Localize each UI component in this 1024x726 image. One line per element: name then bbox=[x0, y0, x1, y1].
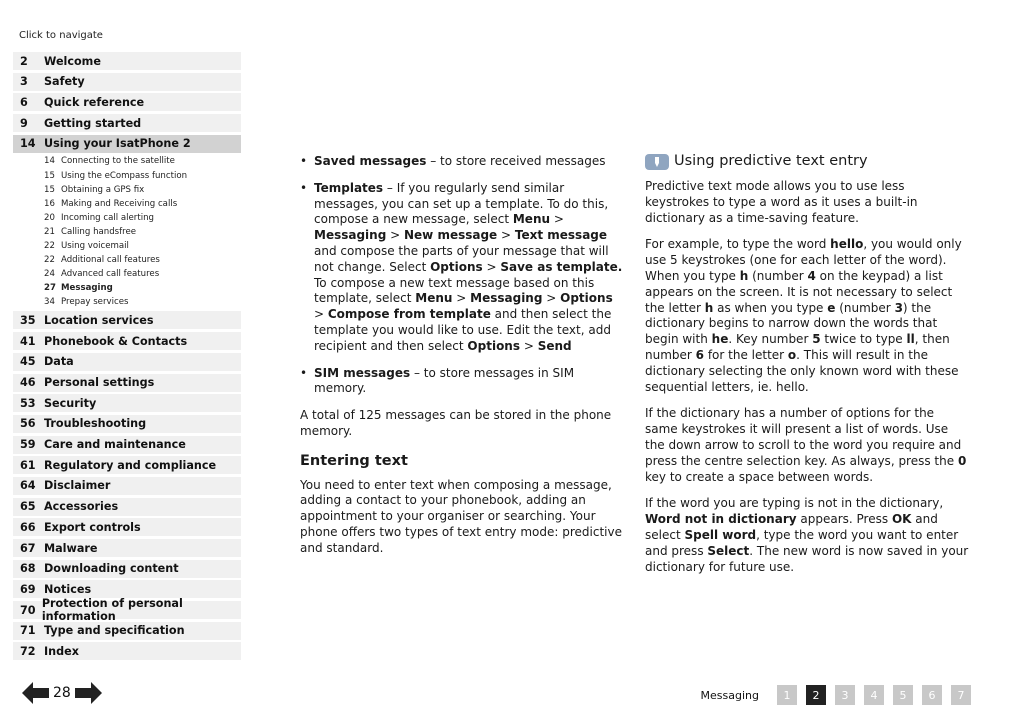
toc-item-safety[interactable] bbox=[13, 73, 241, 91]
term-templates: Templates bbox=[314, 180, 384, 195]
text: (number bbox=[748, 268, 808, 283]
tip-icon bbox=[645, 154, 669, 170]
toc-page-number: 71 bbox=[20, 624, 36, 638]
toc-item-using-your-isatphone[interactable] bbox=[13, 135, 241, 153]
key-term: e bbox=[827, 300, 836, 315]
predictive-text-heading bbox=[645, 154, 970, 170]
toc-label: Export controls bbox=[44, 520, 141, 534]
toc-page-number: 22 bbox=[44, 255, 55, 266]
chapter-page-5[interactable]: 5 bbox=[893, 685, 913, 705]
toc-page-number: 56 bbox=[20, 417, 36, 431]
separator: > bbox=[520, 338, 538, 353]
toc-label: Safety bbox=[44, 75, 85, 89]
chapter-page-7[interactable]: 7 bbox=[951, 685, 971, 705]
separator: > bbox=[497, 228, 515, 243]
key-term: Word not in dictionary bbox=[645, 512, 797, 527]
text: and then select the template you would like to use. Edit the text, add recipient and then select bbox=[314, 307, 612, 353]
text: . This will result in the dictionary selecting the only known word with these sequential letters, ie. hello. bbox=[645, 347, 959, 394]
toc-page-number: 14 bbox=[44, 156, 55, 167]
toc-label: Type and specification bbox=[44, 624, 185, 638]
toc-subitem-advanced-call-features[interactable] bbox=[13, 267, 241, 281]
toc-page-number: 9 bbox=[20, 116, 28, 130]
predictive-intro-paragraph: Predictive text mode allows you to use less keystrokes to type a word as it uses a built-in dictionary as a time-saving feature. bbox=[645, 179, 918, 225]
toc-item-data[interactable] bbox=[13, 353, 241, 371]
toc-label: Welcome bbox=[44, 54, 101, 68]
toc-label: Quick reference bbox=[44, 95, 145, 109]
toc-page-number: 15 bbox=[44, 184, 55, 195]
toc-item-disclaimer[interactable] bbox=[13, 477, 241, 495]
toc-item-care[interactable] bbox=[13, 436, 241, 454]
nav-caption: Click to navigate bbox=[19, 30, 103, 41]
toc-page-number: 65 bbox=[20, 500, 36, 514]
toc-subitem-messaging[interactable] bbox=[13, 281, 241, 295]
toc-page-number: 64 bbox=[20, 479, 36, 493]
page-number: 28 bbox=[53, 685, 71, 701]
toc-page-number: 46 bbox=[20, 376, 36, 390]
toc-item-phonebook[interactable] bbox=[13, 332, 241, 350]
key-term: Spell word bbox=[684, 527, 757, 542]
toc-page-number: 16 bbox=[44, 198, 55, 209]
text: – to store messages in SIM memory. bbox=[314, 365, 575, 396]
text: as when you type bbox=[713, 300, 828, 315]
text: appears. Press bbox=[796, 512, 892, 527]
chapter-page-2[interactable]: 2 bbox=[806, 685, 826, 705]
toc-label: Location services bbox=[44, 313, 154, 327]
menu-path-send: Send bbox=[537, 338, 572, 353]
page-pager bbox=[22, 682, 102, 704]
toc-label: Obtaining a GPS fix bbox=[61, 184, 145, 195]
toc-label: Incoming call alerting bbox=[61, 212, 154, 223]
content-column-right bbox=[645, 154, 970, 586]
toc-page-number: 72 bbox=[20, 644, 36, 658]
toc-subitem-ecompass[interactable] bbox=[13, 169, 241, 183]
chapter-page-4[interactable]: 4 bbox=[864, 685, 884, 705]
menu-path-new-message: New message bbox=[404, 228, 498, 243]
text: If the word you are typing is not in the dictionary, bbox=[645, 496, 944, 511]
menu-path-compose-from-template: Compose from template bbox=[327, 307, 491, 322]
toc-label: Calling handsfree bbox=[61, 226, 137, 237]
toc-label: Troubleshooting bbox=[44, 417, 147, 431]
menu-path-text-message: Text message bbox=[514, 228, 608, 243]
toc-item-troubleshooting[interactable] bbox=[13, 415, 241, 433]
toc-label: Using voicemail bbox=[61, 241, 129, 252]
chapter-page-3[interactable]: 3 bbox=[835, 685, 855, 705]
toc-item-personal-settings[interactable] bbox=[13, 374, 241, 392]
toc-item-type-spec[interactable] bbox=[13, 622, 241, 640]
toc-item-getting-started[interactable] bbox=[13, 114, 241, 132]
toc-subitem-handsfree[interactable] bbox=[13, 225, 241, 239]
text: ) the dictionary begins to narrow down the words that begin with bbox=[645, 300, 938, 347]
chapter-label: Messaging bbox=[700, 688, 759, 702]
text: – If you regularly send similar messages, you can set up a template. To do this, compose a new message, select bbox=[314, 180, 609, 227]
toc-page-number: 35 bbox=[20, 313, 36, 327]
chapter-page-1[interactable]: 1 bbox=[777, 685, 797, 705]
chapter-page-6[interactable]: 6 bbox=[922, 685, 942, 705]
menu-path-menu: Menu bbox=[512, 212, 551, 227]
toc-item-export-controls[interactable] bbox=[13, 518, 241, 536]
toc-subitem-call-alerting[interactable] bbox=[13, 211, 241, 225]
toc-subsection-list bbox=[13, 154, 241, 309]
menu-path-save-as-template: Save as template. bbox=[500, 259, 623, 274]
toc-label: Security bbox=[44, 396, 97, 410]
text: . Key number bbox=[728, 332, 813, 347]
toc-page-number: 22 bbox=[44, 241, 55, 252]
toc-page-number: 70 bbox=[20, 603, 36, 617]
text: If the dictionary has a number of options for the same keystrokes it will present a list of words. Use the down arrow to scroll to the word you require and press the centre selection key. As always, press the bbox=[645, 406, 962, 468]
toc-label: Advanced call features bbox=[61, 269, 160, 280]
key-term: he bbox=[711, 332, 729, 347]
arrow-right-icon[interactable] bbox=[75, 682, 102, 704]
toc-item-location-services[interactable] bbox=[13, 311, 241, 329]
toc-item-quick-reference[interactable] bbox=[13, 93, 241, 111]
toc-page-number: 67 bbox=[20, 541, 36, 555]
toc-label: Protection of personal information bbox=[41, 597, 183, 624]
dictionary-options-paragraph bbox=[645, 406, 970, 485]
menu-path-options: Options bbox=[467, 338, 520, 353]
chapter-page-nav bbox=[701, 685, 971, 705]
separator: > bbox=[452, 291, 471, 306]
toc-item-protection[interactable] bbox=[13, 597, 241, 624]
bullet-sim-messages bbox=[300, 366, 625, 398]
bullet-saved-messages bbox=[300, 154, 625, 170]
term-saved-messages: Saved messages bbox=[314, 154, 427, 168]
text: (number bbox=[835, 300, 895, 315]
toc-page-number: 45 bbox=[20, 355, 36, 369]
toc-label: Phonebook & Contacts bbox=[44, 334, 188, 348]
toc-page-number: 53 bbox=[20, 396, 36, 410]
key-term: 6 bbox=[695, 347, 705, 362]
heading-text: Using predictive text entry bbox=[674, 153, 868, 170]
term-sim-messages: SIM messages bbox=[314, 365, 411, 380]
toc-subitem-additional-call-features[interactable] bbox=[13, 253, 241, 267]
toc-item-regulatory[interactable] bbox=[13, 456, 241, 474]
key-term: 3 bbox=[894, 300, 903, 315]
toc-item-malware[interactable] bbox=[13, 539, 241, 557]
toc-label: Prepay services bbox=[61, 297, 129, 308]
toc-subitem-connecting-satellite[interactable] bbox=[13, 154, 241, 168]
spell-word-paragraph bbox=[645, 496, 970, 575]
toc-page-number: 3 bbox=[20, 75, 28, 89]
toc-page-number: 59 bbox=[20, 438, 36, 452]
key-term: 0 bbox=[957, 453, 967, 468]
toc-page-number: 6 bbox=[20, 95, 28, 109]
text: twice to type bbox=[820, 332, 907, 347]
toc-page-number: 14 bbox=[20, 137, 36, 151]
toc-subitem-calls[interactable] bbox=[13, 197, 241, 211]
toc-label: Accessories bbox=[44, 500, 119, 514]
separator: > bbox=[386, 228, 404, 243]
toc-page-number: 15 bbox=[44, 170, 55, 181]
toc-page-number: 61 bbox=[20, 458, 36, 472]
menu-path-messaging: Messaging bbox=[470, 291, 543, 306]
toc-item-welcome[interactable] bbox=[13, 52, 241, 70]
toc-page-number: 69 bbox=[20, 582, 36, 596]
content-column-left bbox=[300, 154, 625, 568]
text: . The new word is now saved in your dictionary for future use. bbox=[645, 543, 969, 574]
toc-label: Getting started bbox=[44, 116, 142, 130]
key-term: 4 bbox=[807, 268, 816, 283]
key-term: OK bbox=[891, 512, 912, 527]
toc-subitem-voicemail[interactable] bbox=[13, 239, 241, 253]
arrow-left-icon[interactable] bbox=[22, 682, 49, 704]
key-term: ll bbox=[906, 332, 915, 347]
toc-page-number: 27 bbox=[44, 283, 56, 294]
text: , you would only use 5 keystrokes (one for each letter of the word). When you type bbox=[645, 237, 962, 283]
toc-page-number: 68 bbox=[20, 562, 36, 576]
toc-label: Index bbox=[44, 644, 79, 658]
toc-label: Additional call features bbox=[61, 255, 160, 266]
toc-page-number: 24 bbox=[44, 269, 55, 280]
text: for the letter bbox=[704, 347, 788, 362]
text: and select bbox=[645, 512, 938, 542]
menu-path-messaging: Messaging bbox=[314, 228, 387, 243]
toc-page-number: 20 bbox=[44, 212, 55, 223]
toc-subitem-prepay[interactable] bbox=[13, 295, 241, 309]
toc-label: Messaging bbox=[61, 283, 113, 294]
text: – to store received messages bbox=[426, 154, 606, 168]
toc-page-number: 21 bbox=[44, 226, 55, 237]
table-of-contents bbox=[13, 52, 241, 663]
text: , type the word you want to enter and press bbox=[645, 527, 959, 558]
text: For example, to type the word bbox=[645, 237, 831, 252]
text: key to create a space between words. bbox=[645, 469, 874, 484]
separator: > bbox=[314, 307, 328, 322]
key-term: h bbox=[704, 300, 714, 315]
toc-label: Personal settings bbox=[44, 376, 155, 390]
toc-label: Care and maintenance bbox=[44, 438, 186, 452]
text: and compose the parts of your message that will not change. Select bbox=[314, 243, 609, 274]
toc-item-notices[interactable] bbox=[13, 580, 241, 598]
text: To compose a new text message based on this template, select bbox=[314, 275, 595, 306]
key-term: hello bbox=[830, 237, 864, 252]
toc-item-security[interactable] bbox=[13, 394, 241, 412]
toc-item-downloading[interactable] bbox=[13, 560, 241, 578]
toc-page-number: 34 bbox=[44, 297, 55, 308]
toc-page-number: 41 bbox=[20, 334, 36, 348]
separator: > bbox=[542, 291, 561, 306]
toc-item-index[interactable] bbox=[13, 642, 241, 660]
key-term: h bbox=[739, 268, 749, 283]
entering-text-paragraph: You need to enter text when composing a message, adding a contact to your phonebook, adding an appointment to your organiser or searching. Your phone offers two types of text entry mode: predictive and standard. bbox=[300, 477, 622, 555]
toc-subitem-gps-fix[interactable] bbox=[13, 183, 241, 197]
toc-label: Regulatory and compliance bbox=[44, 458, 217, 472]
total-messages-paragraph: A total of 125 messages can be stored in the phone memory. bbox=[300, 408, 612, 438]
text: , then number bbox=[645, 332, 950, 362]
key-term: o bbox=[787, 347, 797, 362]
menu-path-options: Options bbox=[560, 291, 613, 306]
text: on the keypad) a list appears on the screen. It is not necessary to select the letter bbox=[645, 268, 953, 315]
toc-item-accessories[interactable] bbox=[13, 498, 241, 516]
toc-page-number: 66 bbox=[20, 520, 36, 534]
toc-label: Disclaimer bbox=[44, 479, 111, 493]
toc-label: Downloading content bbox=[44, 562, 179, 576]
toc-label: Malware bbox=[44, 541, 98, 555]
toc-label: Data bbox=[44, 355, 74, 369]
toc-label: Using the eCompass function bbox=[61, 170, 188, 181]
key-term: 5 bbox=[812, 332, 821, 347]
entering-text-heading: Entering text bbox=[300, 452, 408, 469]
menu-path-menu: Menu bbox=[415, 291, 453, 306]
toc-page-number: 2 bbox=[20, 54, 28, 68]
bullet-templates bbox=[300, 181, 625, 355]
example-paragraph bbox=[645, 237, 970, 395]
toc-label: Making and Receiving calls bbox=[61, 198, 178, 209]
separator: > bbox=[482, 259, 501, 274]
key-term: Select bbox=[707, 543, 750, 558]
toc-label: Connecting to the satellite bbox=[61, 156, 175, 167]
toc-label: Using your IsatPhone 2 bbox=[44, 137, 191, 151]
separator: > bbox=[550, 212, 564, 227]
menu-path-options: Options bbox=[430, 259, 483, 274]
toc-label: Notices bbox=[44, 582, 92, 596]
